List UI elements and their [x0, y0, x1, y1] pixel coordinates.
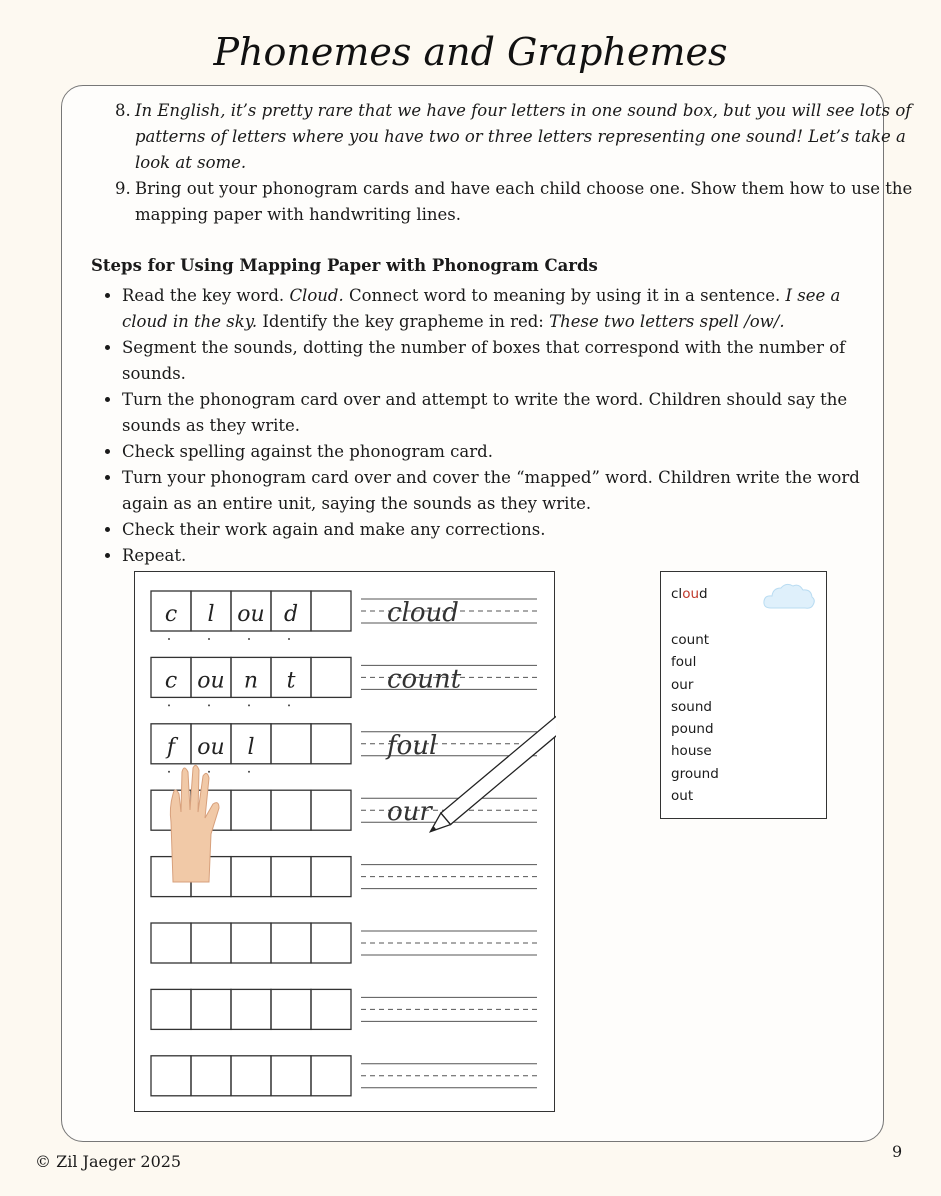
- sound-dot: [168, 771, 170, 773]
- sound-box: [311, 724, 351, 764]
- box-grapheme: ou: [237, 602, 265, 627]
- sound-box: [151, 923, 191, 963]
- example-word: ground: [671, 765, 719, 782]
- sound-box: [311, 857, 351, 897]
- sound-box: [231, 1056, 271, 1096]
- bullet-item: • Check spelling against the phonogram card.: [122, 439, 887, 465]
- sound-dot: [208, 638, 210, 640]
- key-grapheme: ou: [682, 586, 700, 602]
- sound-box: [151, 1056, 191, 1096]
- step-text: In English, it’s pretty rare that we have four letters in one sound box, but you will see lots of patterns of letters where you have two or three letters representing one sound! Let’s take a look at some.: [135, 101, 912, 172]
- bullet-item: • Turn your phonogram card over and cover the “mapped” word. Children write the word again as an entire unit, saying the sounds as they write.: [122, 465, 887, 517]
- example-word-list: [671, 629, 719, 807]
- step-number: 9.: [115, 179, 131, 198]
- sound-box: [271, 724, 311, 764]
- sound-box: [231, 923, 271, 963]
- bullet-list: [100, 283, 887, 569]
- box-grapheme: ou: [197, 668, 225, 694]
- box-grapheme: c: [164, 668, 178, 694]
- sound-box: [191, 923, 231, 963]
- bullet-text-italic: Cloud.: [289, 286, 344, 305]
- box-grapheme: n: [243, 668, 259, 694]
- sound-dot: [248, 771, 250, 773]
- bullet-item: • Repeat.: [122, 543, 887, 569]
- sound-box: [271, 1056, 311, 1096]
- sound-box: [311, 923, 351, 963]
- example-word: pound: [671, 721, 714, 738]
- sound-dot: [208, 771, 210, 773]
- bullet-text: Read the key word.: [122, 286, 290, 305]
- box-grapheme: d: [283, 602, 299, 627]
- bullet-text-italic: These two letters spell /ow/.: [549, 312, 785, 331]
- box-grapheme: l: [247, 734, 255, 760]
- written-word: count: [387, 664, 462, 695]
- sound-box: [271, 857, 311, 897]
- page-number: 9: [892, 1142, 903, 1161]
- sound-box: [231, 857, 271, 897]
- hand-icon: [170, 765, 219, 882]
- phonogram-card: [660, 571, 827, 819]
- example-word: house: [671, 743, 712, 760]
- sound-dot: [288, 704, 290, 706]
- sound-box: [271, 923, 311, 963]
- box-grapheme: c: [164, 602, 178, 627]
- box-grapheme: ou: [197, 734, 225, 760]
- bullet-text: Connect word to meaning by using it in a sentence.: [343, 286, 786, 305]
- step-item: [115, 98, 935, 176]
- sound-box: [311, 989, 351, 1029]
- sound-dot: [168, 704, 170, 706]
- sound-box: [231, 790, 271, 830]
- example-word: sound: [671, 698, 712, 715]
- mapping-worksheet: [134, 571, 555, 1112]
- steps-list: [60, 98, 935, 228]
- step-item: [115, 176, 935, 228]
- example-word: count: [671, 632, 710, 648]
- sound-dot: [248, 704, 250, 706]
- sound-dot: [168, 638, 170, 640]
- pencil-icon: [426, 691, 556, 837]
- step-text: Bring out your phonogram cards and have each child choose one. Show them how to use the mapping paper with handwriting lines.: [135, 179, 913, 224]
- copyright: © Zil Jaeger 2025: [35, 1152, 182, 1171]
- sound-box: [311, 657, 351, 697]
- example-word: foul: [671, 654, 697, 671]
- sound-box: [311, 591, 351, 631]
- sound-dot: [248, 638, 250, 640]
- sound-box: [151, 989, 191, 1029]
- box-grapheme: f: [166, 734, 176, 760]
- key-word-end: d: [699, 586, 708, 602]
- key-word: [671, 586, 708, 602]
- bullet-text: Identify the key grapheme in red:: [257, 312, 550, 331]
- sound-dot: [208, 704, 210, 706]
- bullet-text-italic: I see a cloud in the sky.: [122, 286, 841, 331]
- example-word: our: [671, 676, 694, 693]
- box-grapheme: t: [286, 668, 296, 694]
- written-word: our: [387, 797, 432, 828]
- step-number: 8.: [115, 101, 131, 120]
- sound-box: [311, 790, 351, 830]
- sound-box: [271, 790, 311, 830]
- written-word: foul: [387, 730, 438, 761]
- page-title: Phonemes and Graphemes: [213, 30, 728, 74]
- written-word: cloud: [387, 598, 459, 628]
- sound-box: [271, 989, 311, 1029]
- key-word-start: cl: [671, 586, 683, 602]
- bullet-item: • Segment the sounds, dotting the number of boxes that correspond with the number of sounds.: [122, 335, 887, 387]
- cloud-icon: [761, 580, 817, 614]
- sound-box: [231, 989, 271, 1029]
- worksheet-drawing: [135, 572, 556, 1113]
- example-word: out: [671, 788, 694, 805]
- sound-box: [311, 1056, 351, 1096]
- sound-box: [191, 989, 231, 1029]
- sound-dot: [288, 638, 290, 640]
- section-heading: Steps for Using Mapping Paper with Phonogram Cards: [91, 256, 598, 275]
- box-grapheme: l: [207, 602, 215, 627]
- bullet-item: • Check their work again and make any corrections.: [122, 517, 887, 543]
- sound-box: [191, 1056, 231, 1096]
- bullet-item: • Turn the phonogram card over and attempt to write the word. Children should say the sounds as they write.: [122, 387, 887, 439]
- bullet-item: [122, 283, 887, 335]
